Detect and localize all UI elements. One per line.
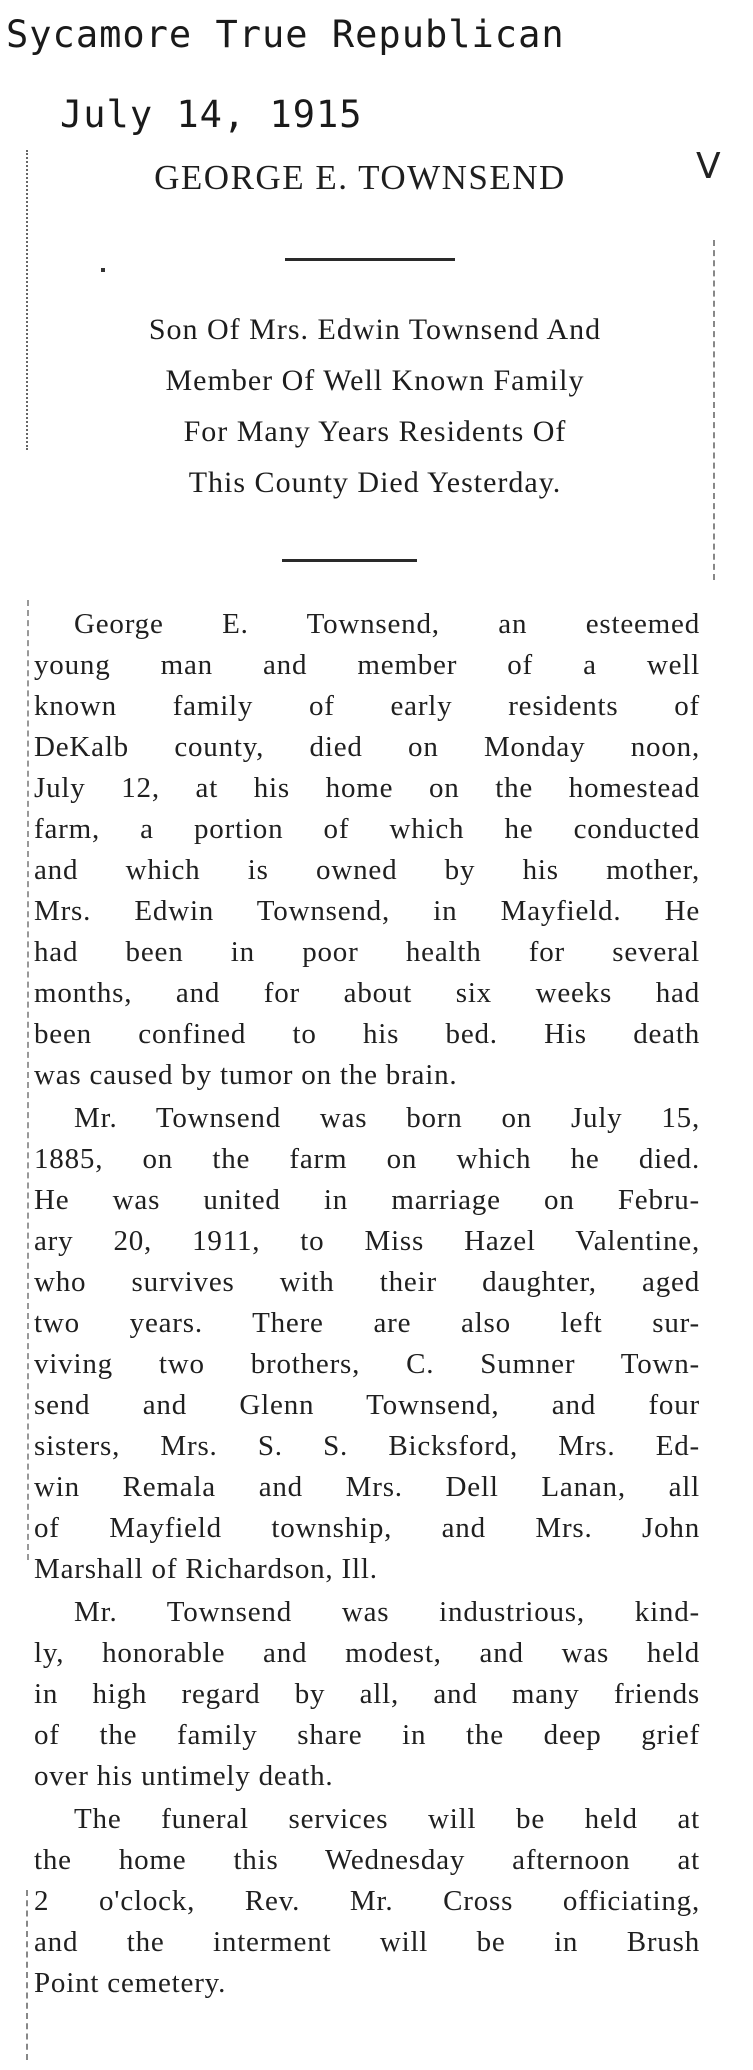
- divider-rule-bottom: [282, 559, 417, 562]
- clipping-edge-right: [713, 240, 715, 580]
- article-line: DeKalb county, died on Monday noon,: [34, 731, 700, 763]
- article-line: July 12, at his home on the homestead: [34, 772, 700, 804]
- obituary-headline: GEORGE E. TOWNSEND: [154, 158, 566, 197]
- article-line: 1885, on the farm on which he died.: [34, 1143, 700, 1175]
- article-line: Marshall of Richardson, Ill.: [34, 1553, 378, 1585]
- obituary-body: [34, 604, 700, 2006]
- article-line: Mr. Townsend was industrious, kind-: [74, 1596, 700, 1628]
- article-line: young man and member of a well: [34, 649, 700, 681]
- article-line: had been in poor health for several: [34, 936, 700, 968]
- article-line: viving two brothers, C. Sumner Town-: [34, 1348, 700, 1380]
- article-line: win Remala and Mrs. Dell Lanan, all: [34, 1471, 700, 1503]
- article-line: known family of early residents of: [34, 690, 700, 722]
- clipping-edge-left-bottom: [26, 1890, 28, 2060]
- article-line: the home this Wednesday afternoon at: [34, 1844, 700, 1876]
- subhead-line: For Many Years Residents Of: [183, 415, 567, 448]
- article-line: of the family share in the deep grief: [34, 1719, 700, 1751]
- article-line: and the interment will be in Brush: [34, 1926, 700, 1958]
- print-speck: [101, 268, 105, 272]
- article-line: in high regard by all, and many friends: [34, 1678, 700, 1710]
- article-line: was caused by tumor on the brain.: [34, 1059, 458, 1091]
- article-line: of Mayfield township, and Mrs. John: [34, 1512, 700, 1544]
- article-paragraph: [34, 604, 700, 1096]
- clipping-edge-left-middle: [27, 600, 29, 1560]
- divider-rule-top: [285, 258, 455, 261]
- article-line: who survives with their daughter, aged: [34, 1266, 700, 1298]
- article-line: The funeral services will be held at: [74, 1803, 700, 1835]
- obituary-subhead: [40, 304, 710, 508]
- margin-check-mark: V: [696, 146, 721, 187]
- article-line: Point cemetery.: [34, 1967, 227, 1999]
- article-line: He was united in marriage on Febru-: [34, 1184, 700, 1216]
- article-line: send and Glenn Townsend, and four: [34, 1389, 700, 1421]
- article-line: 2 o'clock, Rev. Mr. Cross officiating,: [34, 1885, 700, 1917]
- subhead-line: This County Died Yesterday.: [188, 466, 562, 499]
- subhead-line: Member Of Well Known Family: [165, 364, 585, 397]
- article-line: sisters, Mrs. S. S. Bicksford, Mrs. Ed-: [34, 1430, 700, 1462]
- article-line: two years. There are also left sur-: [34, 1307, 700, 1339]
- article-line: Mr. Townsend was born on July 15,: [74, 1102, 700, 1134]
- article-line: months, and for about six weeks had: [34, 977, 700, 1009]
- article-line: George E. Townsend, an esteemed: [74, 608, 700, 640]
- article-paragraph: [34, 1098, 700, 1590]
- article-line: ary 20, 1911, to Miss Hazel Valentine,: [34, 1225, 700, 1257]
- article-line: over his untimely death.: [34, 1760, 334, 1792]
- article-paragraph: [34, 1592, 700, 1797]
- publication-date: July 14, 1915: [60, 93, 363, 136]
- clipping-edge-left-top: [26, 150, 28, 450]
- article-line: farm, a portion of which he conducted: [34, 813, 700, 845]
- article-line: Mrs. Edwin Townsend, in Mayfield. He: [34, 895, 700, 927]
- subhead-line: Son Of Mrs. Edwin Townsend And: [148, 313, 602, 346]
- article-line: ly, honorable and modest, and was held: [34, 1637, 700, 1669]
- article-line: and which is owned by his mother,: [34, 854, 700, 886]
- newspaper-name: Sycamore True Republican: [6, 13, 565, 56]
- article-paragraph: [34, 1799, 700, 2004]
- article-line: been confined to his bed. His death: [34, 1018, 700, 1050]
